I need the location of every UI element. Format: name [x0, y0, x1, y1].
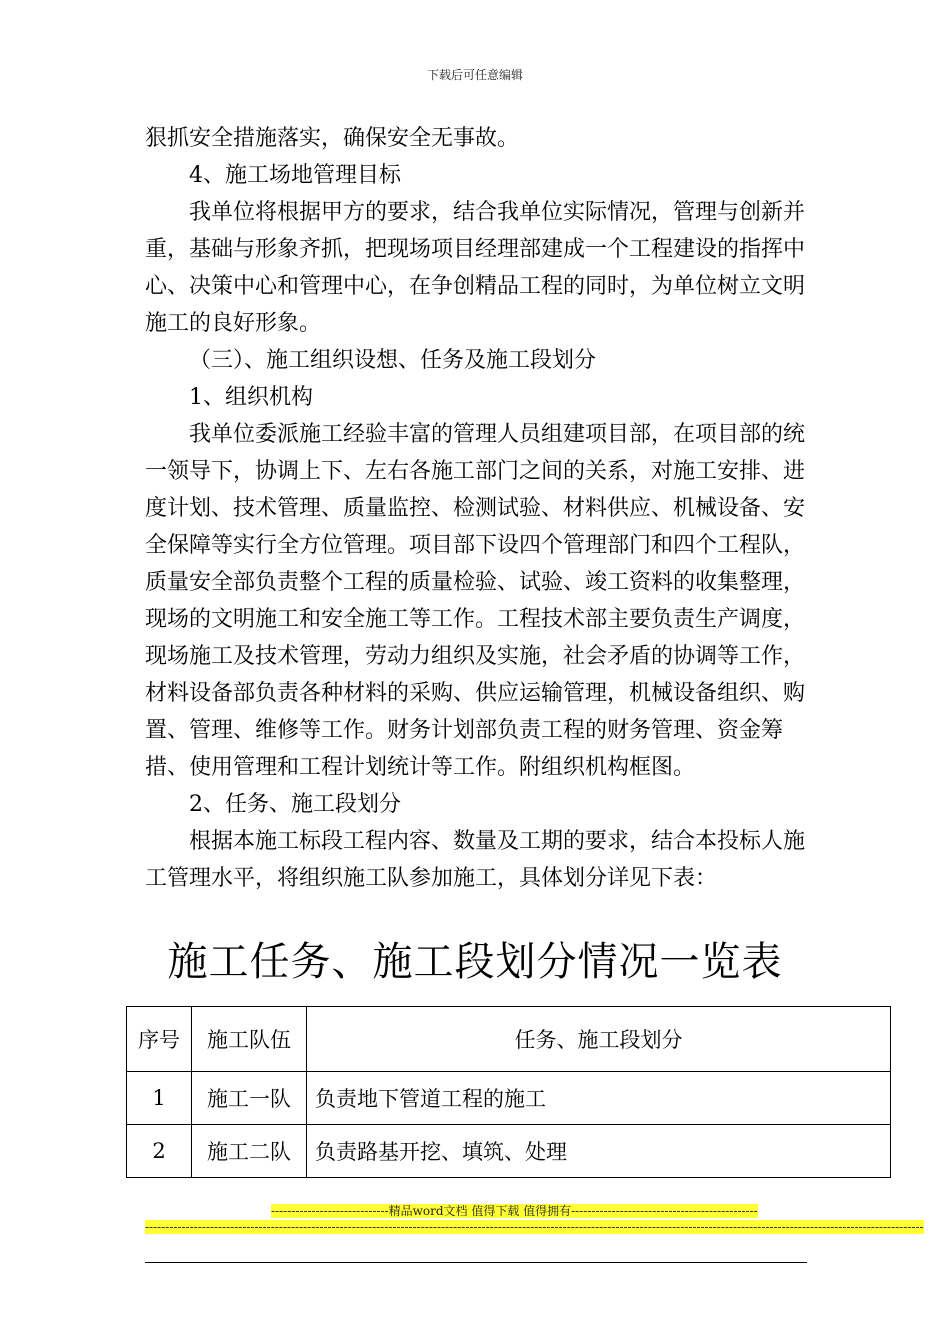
- cell-number: 1: [127, 1072, 192, 1125]
- footer-line-1: [145, 1203, 807, 1219]
- header-cell-team: 施工队伍: [192, 1007, 307, 1072]
- task-division-table: [126, 1006, 891, 1178]
- cell-task: 负责地下管道工程的施工: [307, 1072, 891, 1125]
- cell-team: 施工二队: [192, 1125, 307, 1178]
- header-cell-task: 任务、施工段划分: [307, 1007, 891, 1072]
- table-header-row: [127, 1007, 891, 1072]
- paragraph: 根据本施工标段工程内容、数量及工期的要求，结合本投标人施工管理水平，将组织施工队参加施工，具体划分详见下表：: [145, 829, 806, 891]
- document-body: [145, 120, 815, 897]
- cell-task: 负责路基开挖、填筑、处理: [307, 1125, 891, 1178]
- section-heading: （三）、施工组织设想、任务及施工段划分: [189, 348, 597, 373]
- header-note: 下载后可任意编辑: [426, 68, 523, 82]
- paragraph: 狠抓安全措施落实，确保安全无事故。: [145, 126, 520, 151]
- table-row: [127, 1125, 891, 1178]
- footer-text-2: ------------------------------------------------------------------------------------------------------------------------------------------------------------------------------------------------: [145, 1220, 924, 1234]
- footer-line-2: [145, 1219, 924, 1235]
- table-title: 施工任务、施工段划分情况一览表: [167, 939, 783, 985]
- section-heading: 2、任务、施工段划分: [189, 792, 401, 817]
- table-row: [127, 1072, 891, 1125]
- footer-watermark: [145, 1203, 924, 1235]
- cell-team: 施工一队: [192, 1072, 307, 1125]
- section-heading: 1、组织机构: [189, 385, 313, 410]
- paragraph: 我单位将根据甲方的要求，结合我单位实际情况，管理与创新并重，基础与形象齐抓，把现场项目经理部建成一个工程建设的指挥中心、决策中心和管理中心，在争创精品工程的同时，为单位树立文明施工的良好形象。: [145, 200, 806, 336]
- paragraph: 我单位委派施工经验丰富的管理人员组建项目部，在项目部的统一领导下，协调上下、左右各施工部门之间的关系，对施工安排、进度计划、技术管理、质量监控、检测试验、材料供应、机械设备、安全保障等实行全方位管理。项目部下设四个管理部门和四个工程队，质量安全部负责整个工程的质量检验、试验、竣工资料的收集整理，现场的文明施工和安全施工等工作。工程技术部主要负责生产调度，现场施工及技术管理，劳动力组织及实施，社会矛盾的协调等工作，材料设备部负责各种材料的采购、供应运输管理，机械设备组织、购置、管理、维修等工作。财务计划部负责工程的财务管理、资金筹措、使用管理和工程计划统计等工作。附组织机构框图。: [145, 422, 806, 780]
- cell-number: 2: [127, 1125, 192, 1178]
- footer-text-1: -----------------------------精品word文档 值得下载 值得拥有----------------------------------------------: [271, 1204, 758, 1218]
- header-cell-number: 序号: [127, 1007, 192, 1072]
- footer-rule: [145, 1262, 807, 1263]
- section-heading: 4、施工场地管理目标: [189, 163, 401, 188]
